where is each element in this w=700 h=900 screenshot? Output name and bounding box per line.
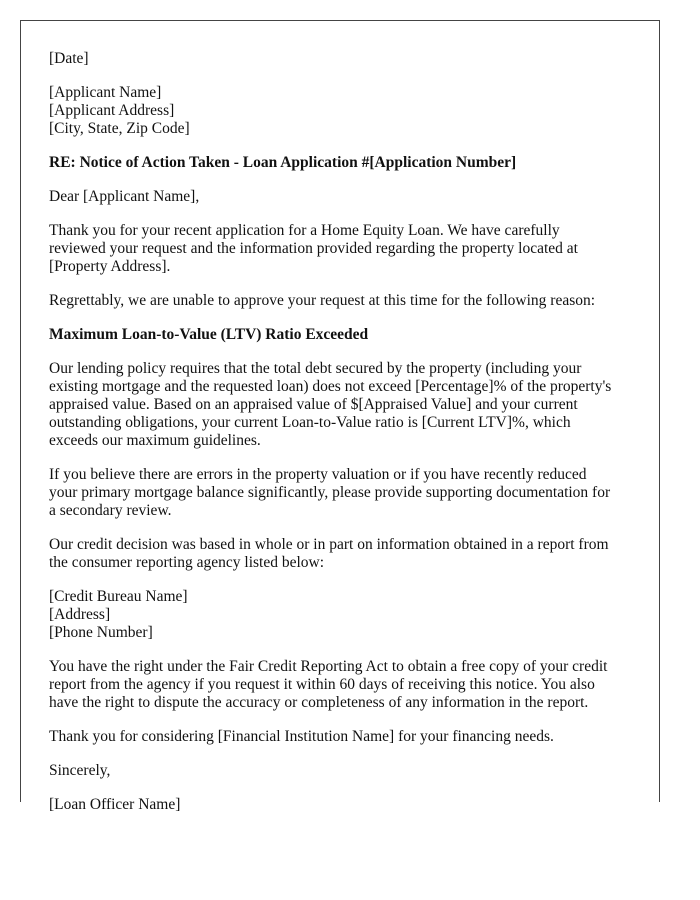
paragraph-line: Our lending policy requires that the total debt secured by the property (including your	[49, 360, 582, 377]
paragraph-credit	[49, 536, 645, 572]
paragraph-line: report from the agency if you request it within 60 days of receiving this notice. You also	[49, 676, 595, 693]
paragraph-line: existing mortgage and the requested loan) does not exceed [Percentage]% of the property's	[49, 378, 612, 395]
applicant-address: [Applicant Address]	[49, 102, 175, 119]
signature-name: [Loan Officer Name]	[49, 796, 181, 813]
credit-bureau-block	[49, 588, 645, 642]
credit-bureau-phone: [Phone Number]	[49, 624, 153, 641]
paragraph-line: the consumer reporting agency listed below:	[49, 554, 325, 571]
paragraph-line: outstanding obligations, your current Loan-to-Value ratio is [Current LTV]%, which	[49, 414, 571, 431]
credit-bureau-address: [Address]	[49, 606, 111, 623]
applicant-address-block	[49, 84, 645, 138]
paragraph-rights	[49, 658, 645, 712]
letter-date: [Date]	[49, 50, 89, 67]
letter-salutation: Dear [Applicant Name],	[49, 188, 200, 205]
paragraph-line: have the right to dispute the accuracy or completeness of any information in the report.	[49, 694, 589, 711]
paragraph-line: exceeds our maximum guidelines.	[49, 432, 261, 449]
paragraph-line: appraised value. Based on an appraised value of $[Appraised Value] and your current	[49, 396, 578, 413]
credit-bureau-name: [Credit Bureau Name]	[49, 588, 188, 605]
paragraph-line: your primary mortgage balance significantly, please provide supporting documentation for	[49, 484, 611, 501]
letter-content	[49, 50, 645, 830]
paragraph-line: You have the right under the Fair Credit Reporting Act to obtain a free copy of your credit	[49, 658, 608, 675]
paragraph-intro	[49, 222, 645, 276]
paragraph-line: reviewed your request and the information provided regarding the property located at	[49, 240, 578, 257]
paragraph-line: If you believe there are errors in the property valuation or if you have recently reduced	[49, 466, 587, 483]
paragraph-line: [Property Address].	[49, 258, 171, 275]
reason-heading: Maximum Loan-to-Value (LTV) Ratio Exceeded	[49, 326, 369, 343]
paragraph-thanks: Thank you for considering [Financial Institution Name] for your financing needs.	[49, 728, 554, 745]
letter-page	[20, 20, 660, 813]
paragraph-line: a secondary review.	[49, 502, 172, 519]
applicant-city-state-zip: [City, State, Zip Code]	[49, 120, 190, 137]
paragraph-line: Our credit decision was based in whole or in part on information obtained in a report from	[49, 536, 609, 553]
letter-closing: Sincerely,	[49, 762, 111, 779]
paragraph-review	[49, 466, 645, 520]
paragraph-regret: Regrettably, we are unable to approve your request at this time for the following reason:	[49, 292, 596, 309]
letter-subject: RE: Notice of Action Taken - Loan Application #[Application Number]	[49, 154, 517, 171]
paragraph-line: Thank you for your recent application for a Home Equity Loan. We have carefully	[49, 222, 560, 239]
paragraph-policy	[49, 360, 645, 450]
applicant-name: [Applicant Name]	[49, 84, 162, 101]
